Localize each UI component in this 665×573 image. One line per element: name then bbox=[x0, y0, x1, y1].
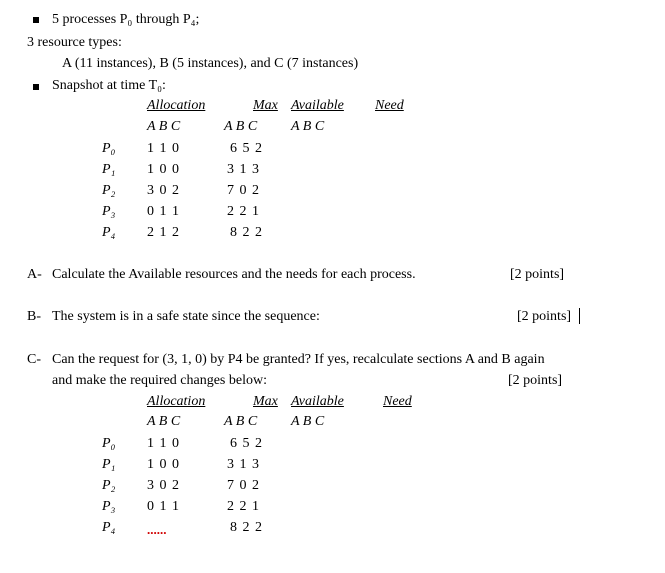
table1-allocation: 1 0 0 bbox=[147, 162, 180, 177]
intro-line-2: 3 resource types: bbox=[27, 35, 122, 50]
table1-process: P₁ bbox=[102, 162, 116, 177]
table2-max: 3 1 3 bbox=[227, 457, 260, 472]
intro-line-3: A (11 instances), B (5 instances), and C (7 instances) bbox=[62, 56, 359, 71]
question-c-points: [2 points] bbox=[508, 373, 563, 388]
table2-process: P₄ bbox=[102, 520, 116, 535]
table2-allocation: 3 0 2 bbox=[147, 478, 180, 493]
question-a-points: [2 points] bbox=[510, 267, 565, 282]
table1-allocation: 0 1 1 bbox=[147, 204, 180, 219]
table1-header-need: Need bbox=[375, 98, 404, 113]
table2-process: P₂ bbox=[102, 478, 116, 493]
table2-process: P₁ bbox=[102, 457, 116, 472]
question-c-text-line2: and make the required changes below: bbox=[52, 373, 267, 388]
table2-subheader-max: A B C bbox=[224, 414, 258, 429]
table1-subheader-max: A B C bbox=[224, 119, 258, 134]
table1-max: 3 1 3 bbox=[227, 162, 260, 177]
table2-max: 6 5 2 bbox=[230, 436, 263, 451]
table1-process: P₀ bbox=[102, 141, 116, 156]
table1-header-allocation: Allocation bbox=[147, 98, 206, 113]
table2-header-available: Available bbox=[291, 394, 344, 409]
bullet-1 bbox=[33, 17, 39, 23]
table1-header-available: Available bbox=[291, 98, 344, 113]
question-b-label: B- bbox=[27, 309, 41, 324]
table2-subheader-allocation: A B C bbox=[147, 414, 181, 429]
table2-allocation: 1 0 0 bbox=[147, 457, 180, 472]
table2-header-allocation: Allocation bbox=[147, 394, 206, 409]
table2-max: 2 2 1 bbox=[227, 499, 260, 514]
question-b-points: [2 points] bbox=[517, 309, 572, 324]
table2-subheader-available: A B C bbox=[291, 414, 325, 429]
table1-allocation: 3 0 2 bbox=[147, 183, 180, 198]
question-c-text-line1: Can the request for (3, 1, 0) by P4 be granted? If yes, recalculate sections A and B again bbox=[52, 352, 545, 367]
table2-max: 8 2 2 bbox=[230, 520, 263, 535]
table2-process: P₀ bbox=[102, 436, 116, 451]
intro-line-4: Snapshot at time T₀: bbox=[52, 78, 166, 93]
table1-max: 7 0 2 bbox=[227, 183, 260, 198]
question-a-label: A- bbox=[27, 267, 42, 282]
table2-process: P₃ bbox=[102, 499, 116, 514]
table2-header-need: Need bbox=[383, 394, 412, 409]
table1-process: P₄ bbox=[102, 225, 116, 240]
table1-subheader-available: A B C bbox=[291, 119, 325, 134]
table2-header-max: Max bbox=[253, 394, 278, 409]
table1-process: P₃ bbox=[102, 204, 116, 219]
text-cursor bbox=[579, 308, 580, 324]
table1-subheader-allocation: A B C bbox=[147, 119, 181, 134]
question-a-text: Calculate the Available resources and the needs for each process. bbox=[52, 267, 416, 282]
table1-max: 2 2 1 bbox=[227, 204, 260, 219]
question-c-label: C- bbox=[27, 352, 41, 367]
table1-process: P₂ bbox=[102, 183, 116, 198]
table1-allocation: 1 1 0 bbox=[147, 141, 180, 156]
table1-max: 8 2 2 bbox=[230, 225, 263, 240]
table1-header-max: Max bbox=[253, 98, 278, 113]
question-b-text: The system is in a safe state since the sequence: bbox=[52, 309, 320, 324]
bullet-2 bbox=[33, 84, 39, 90]
table2-allocation: 0 1 1 bbox=[147, 499, 180, 514]
table2-allocation-placeholder: ...... bbox=[147, 522, 167, 537]
intro-line-1: 5 processes P₀ through P₄; bbox=[52, 12, 200, 27]
table1-allocation: 2 1 2 bbox=[147, 225, 180, 240]
table1-max: 6 5 2 bbox=[230, 141, 263, 156]
table2-max: 7 0 2 bbox=[227, 478, 260, 493]
table2-allocation: 1 1 0 bbox=[147, 436, 180, 451]
